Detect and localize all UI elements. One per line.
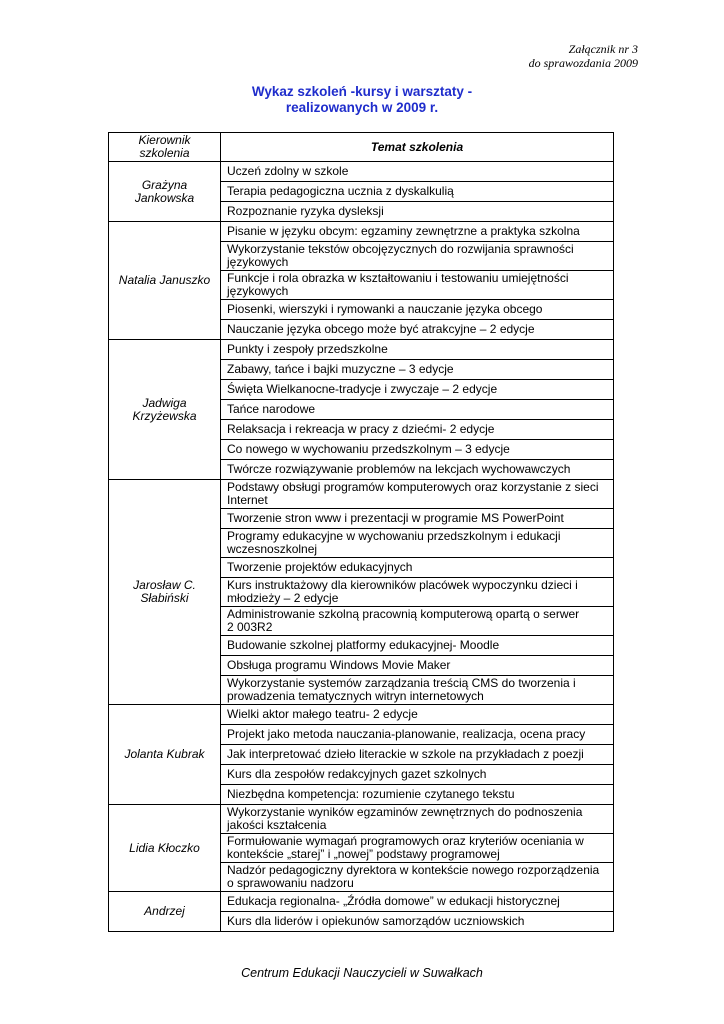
training-topic (221, 863, 614, 892)
training-topic (221, 360, 614, 380)
table-row (109, 892, 614, 912)
table-row (109, 222, 614, 242)
training-topic-line: Wykorzystanie wyników egzaminów zewnętrznych do podnoszenia (227, 805, 583, 819)
trainer-name-line: Jankowska (134, 190, 195, 205)
trainer-name-line: Natalia Januszko (118, 273, 211, 287)
header-topic: Temat szkolenia (221, 133, 614, 162)
page-title (0, 84, 724, 116)
training-topic-line: Relaksacja i rekreacja w pracy z dziećmi- 2 edycje (227, 422, 495, 436)
training-topic (221, 340, 614, 360)
training-topic (221, 182, 614, 202)
training-topic (221, 222, 614, 242)
training-topic-line: Rozpoznanie ryzyka dysleksji (227, 204, 384, 218)
training-topic (221, 912, 614, 932)
training-topic-line: Terapia pedagogiczna ucznia z dyskalkulią (227, 184, 454, 198)
training-topic (221, 745, 614, 765)
annex-line-1: Załącznik nr 3 (568, 42, 638, 56)
training-topic (221, 834, 614, 863)
header-person-line-1: Kierownik (138, 133, 191, 147)
training-topic (221, 607, 614, 636)
trainer-name (109, 162, 221, 222)
training-topic (221, 460, 614, 480)
training-topic-line: Obsługa programu Windows Movie Maker (227, 658, 451, 672)
training-topic (221, 785, 614, 805)
trainer-name-line: Grażyna (141, 177, 188, 192)
training-topic-line: Wykorzystanie systemów zarządzania treścią CMS do tworzenia i (227, 676, 576, 690)
training-topic-line: Święta Wielkanocne-tradycje i zwyczaje – 2 edycje (227, 382, 498, 396)
training-topic (221, 656, 614, 676)
training-topic (221, 380, 614, 400)
training-topic (221, 705, 614, 725)
training-topic (221, 320, 614, 340)
trainer-name-line: Jarosław C. (133, 578, 196, 592)
training-topic (221, 202, 614, 222)
training-topic-line: Wykorzystanie tekstów obcojęzycznych do rozwijania sprawności (227, 242, 574, 256)
training-topic-line: Nadzór pedagogiczny dyrektora w kontekście nowego rozporządzenia (227, 863, 600, 877)
table-row (109, 162, 614, 182)
trainer-name (109, 222, 221, 340)
training-topic (221, 578, 614, 607)
training-topic-line: językowych (227, 255, 289, 269)
training-topic (221, 892, 614, 912)
training-topic-line: Tańce narodowe (227, 402, 316, 416)
training-topic (221, 440, 614, 460)
trainer-name (109, 805, 221, 892)
training-topic-line: kontekście „starej” i „nowej” podstawy programowej (227, 847, 500, 861)
training-topic-line: Budowanie szkolnej platformy edukacyjnej- Moodle (227, 638, 500, 652)
training-topic-line: Funkcje i rola obrazka w kształtowaniu i testowaniu umiejętności (227, 271, 569, 285)
title-line-2: realizowanych w 2009 r. (285, 100, 439, 115)
training-topic-line: wczesnoszkolnej (227, 542, 318, 556)
training-topic-line: Podstawy obsługi programów komputerowych oraz korzystanie z sieci (227, 480, 599, 494)
trainer-name (109, 892, 221, 932)
training-topic (221, 765, 614, 785)
training-topic-line: Kurs instruktażowy dla kierowników placówek wypoczynku dzieci i (227, 578, 578, 592)
trainer-name (109, 480, 221, 705)
annex-note (529, 42, 638, 70)
training-topic-line: Administrowanie szkolną pracownią komputerową opartą o serwer (227, 607, 580, 621)
training-topic-line: Wielki aktor małego teatru- 2 edycje (227, 707, 418, 721)
trainer-name-line: Krzyżewska (132, 408, 197, 423)
trainer-name (109, 705, 221, 805)
table-row (109, 340, 614, 360)
training-topic-line: jakości kształcenia (227, 818, 327, 832)
training-topic-line: Jak interpretować dzieło literackie w szkole na przykładach z poezji (227, 747, 584, 761)
training-topic-line: Formułowanie wymagań programowych oraz kryteriów oceniania w (227, 834, 584, 848)
table-row (109, 805, 614, 834)
training-topic (221, 242, 614, 271)
training-topic-line: Co nowego w wychowaniu przedszkolnym – 3 edycje (227, 442, 510, 456)
table-row (109, 480, 614, 509)
training-topic (221, 509, 614, 529)
training-topic-line: 2 003R2 (227, 620, 273, 634)
training-topic (221, 558, 614, 578)
training-topic (221, 271, 614, 300)
header-person (109, 133, 221, 162)
training-topic-line: Tworzenie projektów edukacyjnych (227, 560, 413, 574)
training-table (108, 132, 614, 932)
training-topic-line: Programy edukacyjne w wychowaniu przedszkolnym i edukacji (227, 529, 561, 543)
table-row (109, 705, 614, 725)
annex-line-2: do sprawozdania 2009 (528, 56, 638, 70)
trainer-name (109, 340, 221, 480)
training-topic (221, 636, 614, 656)
training-topic-line: prowadzenia tematycznych witryn internetowych (227, 689, 484, 703)
footer: Centrum Edukacji Nauczycieli w Suwałkach (241, 966, 483, 980)
trainer-name-line: Andrzej (144, 904, 185, 918)
training-topic-line: Twórcze rozwiązywanie problemów na lekcjach wychowawczych (227, 462, 571, 476)
trainer-name-line: Słabiński (140, 591, 189, 605)
training-topic-line: Pisanie w języku obcym: egzaminy zewnętrzne a praktyka szkolna (227, 224, 580, 238)
training-topic-line: Projekt jako metoda nauczania-planowanie, realizacja, ocena pracy (227, 727, 586, 741)
training-topic (221, 529, 614, 558)
training-topic (221, 162, 614, 182)
training-topic-line: Tworzenie stron www i prezentacji w programie MS PowerPoint (227, 511, 564, 525)
training-topic-line: Punkty i zespoły przedszkolne (227, 342, 388, 356)
training-topic-line: językowych (227, 284, 289, 298)
training-topic (221, 725, 614, 745)
training-topic (221, 676, 614, 705)
title-line-1: Wykaz szkoleń -kursy i warsztaty - (251, 84, 473, 99)
training-topic (221, 805, 614, 834)
table-header-row (109, 133, 614, 162)
training-topic-line: Internet (227, 493, 268, 507)
training-topic (221, 480, 614, 509)
training-topic-line: Zabawy, tańce i bajki muzyczne – 3 edycje (227, 362, 454, 376)
header-person-line-2: szkolenia (139, 146, 190, 160)
table-body (109, 162, 614, 932)
training-topic (221, 420, 614, 440)
training-topic (221, 300, 614, 320)
training-topic-line: Nauczanie języka obcego może być atrakcyjne – 2 edycje (227, 322, 535, 336)
training-topic (221, 400, 614, 420)
training-topic-line: Piosenki, wierszyki i rymowanki a nauczanie języka obcego (227, 302, 543, 316)
trainer-name-line: Lidia Kłoczko (129, 840, 200, 855)
training-topic-line: Kurs dla zespołów redakcyjnych gazet szkolnych (227, 767, 487, 781)
training-topic-line: Edukacja regionalna- „Źródła domowe” w edukacji historycznej (227, 894, 560, 908)
training-topic-line: młodzieży – 2 edycje (227, 591, 339, 605)
training-topic-line: o sprawowaniu nadzoru (227, 876, 354, 890)
training-topic-line: Kurs dla liderów i opiekunów samorządów uczniowskich (227, 914, 525, 928)
training-topic-line: Niezbędna kompetencja: rozumienie czytanego tekstu (227, 787, 515, 801)
training-topic-line: Uczeń zdolny w szkole (227, 164, 349, 178)
trainer-name-line: Jolanta Kubrak (124, 747, 205, 761)
trainer-name-line: Jadwiga (142, 395, 187, 410)
